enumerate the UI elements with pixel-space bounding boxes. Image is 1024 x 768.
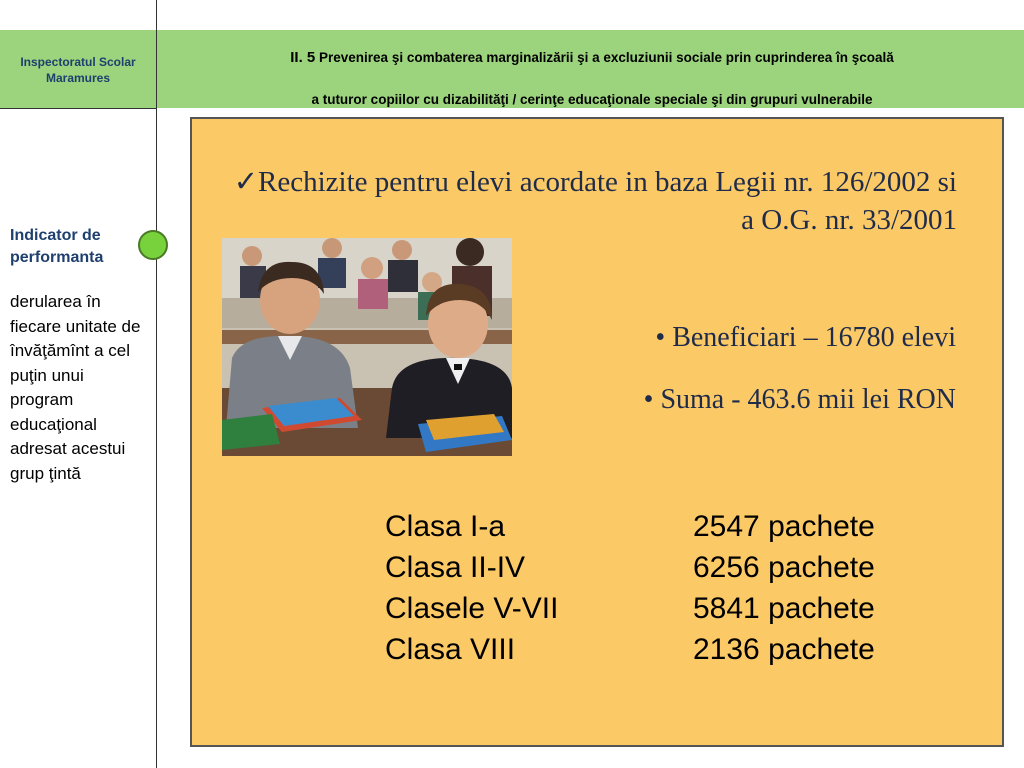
slide-title-line-1 [160,49,1024,66]
indicator-title: Indicator de performanta [10,227,104,266]
classroom-photo [222,238,512,456]
class-packages: 5841 pachete [693,592,875,625]
class-package-list [385,506,945,670]
class-name: Clasa I-a [385,510,506,543]
bullet-beneficiaries [520,322,956,354]
bullet-text: Beneficiari – 16780 elevi [672,322,956,353]
bullet-icon: • [643,384,654,415]
headline-text: Rechizite pentru elevi acordate in baza Legii nr. 126/2002 si a O.G. nr. 33/2001 [258,166,957,236]
indicator-description: derularea în fiecare unitate de învăţămînt a cel puţin unui program educaţional adresat acestui grup ţintă [10,292,141,483]
vertical-divider [156,0,157,768]
class-row [385,547,945,588]
bullet-icon: • [655,322,666,353]
title-code: II. 5 [290,49,316,66]
class-packages: 2136 pachete [693,633,875,666]
class-name: Clasa II-IV [385,551,526,584]
class-row [385,588,945,629]
organization-name: Inspectoratul Scolar Maramures [20,55,136,85]
class-packages: 2547 pachete [693,510,875,543]
green-circle-icon [138,230,168,260]
bullet-text: Suma - 463.6 mii lei RON [660,384,956,415]
class-name: Clasa VIII [385,633,516,666]
slide-title-line-2: a tuturor copiilor cu dizabilităţi / cerinţe educaţionale speciale şi din grupuri vulnerabile [311,92,873,107]
class-row [385,629,945,670]
class-packages: 6256 pachete [693,551,875,584]
bullet-amount [520,384,956,416]
headline [225,163,957,239]
horizontal-divider [0,108,156,109]
class-row [385,506,945,547]
checkmark-icon: ✓ [233,166,259,198]
class-name: Clasele V-VII [385,592,559,625]
title-text-1: Prevenirea şi combaterea marginalizării şi a excluziunii sociale prin cuprinderea în şcoală [319,50,894,65]
